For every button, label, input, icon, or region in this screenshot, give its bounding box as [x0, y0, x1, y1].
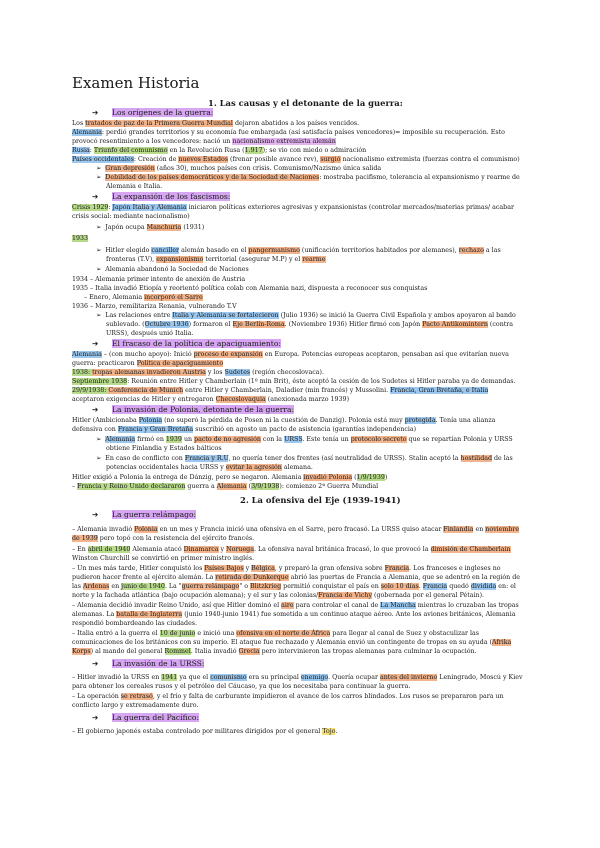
bullet-icon: ➢ — [96, 224, 102, 231]
text-line: de 1939 pero topó con la resistencia del ejército francés. — [72, 535, 255, 542]
arrow-icon: ➔ — [92, 405, 99, 414]
text-line: Alemania e Italia. — [106, 183, 163, 190]
text-line: Rusia: Triunfo del comunismo en la Revolución Rusa (1.917); se vio con miedo o admiración — [72, 147, 367, 154]
section-2-heading: 2. La ofensiva del Eje (1939-1941) — [240, 495, 401, 505]
text-line: fronteras (T.V), expansionismo territorial (asegurar M.P) y el rearme — [106, 256, 326, 263]
subheading-pacific: ➔ La guerra del Pacífico: — [92, 713, 200, 722]
text-line: las Ardenas en junio de 1940. La "guerra relámpago" o Blitzkrieg permitió conquistar el país en solo 10 días. Francia quedó dividida en: el — [72, 583, 516, 590]
text-line: respondió bombardeando las ciudades. — [72, 620, 198, 627]
subheading-origins: ➔ Los orígenes de la guerra: — [92, 108, 214, 117]
bullet-icon: ➢ — [96, 266, 102, 273]
bullet-item: ➢ Alemania abandonó la Sociedad de Naciones — [96, 266, 249, 273]
text-line: 1934 – Alemania primer intento de anexión de Austria — [72, 276, 246, 283]
text-line: potencias occidentales hacia URSS y evitar la agresión alemana. — [106, 464, 313, 471]
text-line: Alemania – (con mucho apoyo): Inició proceso de expansión en Europa. Potencias europeas aceptaron, pensaban así que evitarían nueva — [72, 351, 509, 358]
text-line: – Alemania decidió invadir Reino Unido, así que Hitler dominó el aire para controlar el canal de La Mancha mientras lo cruzaban las tropas — [72, 602, 519, 609]
bullet-item: ➢ Alemania firmó en 1939 un pacto de no agresión con la URSS. Este tenía un protocolo secreto que se repartían Polonia y URSS — [96, 436, 513, 443]
text-line: Septiembre 1938: Reunión entre Hitler y Chamberlain (1º min Brit), éste aceptó la cesión de los Sudetes si Hitler paraba ya de demandas. — [72, 378, 516, 385]
text-line: Winston Churchill se convirtió en primer ministro inglés. — [72, 555, 255, 562]
text-line: aceptaron exigencias de Hitler y entregaron Checoslovaquia (anexionada marzo 1939) — [72, 396, 350, 403]
text-line: – Italia entró a la guerra el 10 de junio e inició una ofensiva en el norte de África para llegar al canal de Suez y obstaculizar las — [72, 630, 480, 637]
bullet-icon: ➢ — [96, 174, 102, 181]
page-title: Examen Historia — [72, 74, 200, 92]
arrow-icon: ➔ — [92, 510, 99, 519]
text-line: – Hitler invadió la URSS en 1941 ya que el comunismo era su principal enemigo. Quería ocupar antes del invierno Leningrado, Moscú y Kiev — [72, 674, 523, 681]
text-line: alemanas. La batalla de Inglaterra (junio 1940-junio 1941) fue sometida a un continuo ataque aéreo. Ante los aviones británicos, Alemania — [72, 611, 516, 618]
text-line: conflicto largo y extremadamente duro. — [72, 702, 199, 709]
text-line: 1933 — [72, 235, 89, 242]
text-line: Hitler (Ambicionaba Polonia (no superó la pérdida de Posen ni la cuestión de Danzig). Polonia está muy protegida. Tenía una alianza — [72, 417, 496, 424]
text-line: comunicaciones de los británicos con su imperio. El ataque fue rechazado y Alemania envió un contingente de tropas en su ayuda (Afrika — [72, 639, 512, 646]
text-line: sublevado. (Octubre 1936) formaron el Eje Berlín-Roma. (Noviembre 1936) Hitler firmó con Japón Pacto Antikomintern (contra — [106, 321, 514, 328]
text-line: – Alemania invadió Polonia en un mes y Francia inició una ofensiva en el Sarre, pero fracasó. La URSS quiso atacar Finlandia en noviembre — [72, 526, 520, 533]
bullet-icon: ➢ — [96, 247, 102, 254]
text-line: Hitler exigió a Polonia la entrega de Dánzig, pero se negaron. Alemania invadió Polonia (1/9/1939) — [72, 474, 388, 481]
text-line: 1935 – Italia invadió Etiopía y reorientó política colab con Alemania nazi, dispuesta a reconocer sus conquistas — [72, 285, 428, 292]
text-line: guerra: practicaron Política de apaciguamiento — [72, 360, 224, 367]
text-line: provocó resentimiento a los vencedores: nació un nacionalismo extremista alemán — [72, 138, 336, 145]
text-line: Korps) al mando del general Rommel. Italia invadió Grecia pero intervinieron las tropas alemanas para culminar la ocupación. — [72, 648, 477, 655]
section-1-heading: 1. Las causas y el detonante de la guerra: — [208, 98, 403, 108]
text-line: defensiva con Francia y Gran Bretaña suscribió en agosto un pacto de asistencia (garantías independencia) — [72, 426, 417, 433]
bullet-item: ➢ Las relaciones entre Italia y Alemania se fortalecieron (Julio 1936) se inició la Guerra Civil Española y ambos apoyaron al bando — [96, 312, 516, 319]
arrow-icon: ➔ — [92, 713, 99, 722]
text-line: Alemania: perdió grandes territorios y su economía fue embargada (así satisfacía países vencedores)= imposible su recuperación. Esto — [72, 129, 505, 136]
subheading-appeasement: ➔ El fracaso de la política de apaciguamiento: — [92, 339, 281, 348]
bullet-icon: ➢ — [96, 436, 102, 443]
bullet-icon: ➢ — [96, 455, 102, 462]
text-line: para obtener los cereales rusos y el petróleo del Cáucaso, ya que los necesitaba para continuar la guerra. — [72, 683, 411, 690]
text-line: Crisis 1929: Japón Italia y Alemania iniciaron políticas exteriores agresivas y expansionistas (controlar mercados/materias primas/ acabar — [72, 204, 514, 211]
bullet-item: ➢ Debilidad de los países democráticos y de la Sociedad de Naciones: mostraba pacifismo, tolerancia al expansionismo y rearme de — [96, 174, 520, 181]
subheading-urss: ➔ La invasión de la URSS: — [92, 659, 205, 668]
text-line: – En abril de 1940 Alemania atacó Dinamarca y Noruega. La ofensiva naval británica fracasó, lo que provocó la dimisión de Chamberlain — [72, 546, 511, 553]
bullet-item: ➢ Hitler elegido canciller alemán basado en el pangermanismo (unificación territorios habitados por alemanes), rechazo a las — [96, 247, 501, 254]
text-line: Países occidentales: Creación de nuevos Estados (frenar posible avance rev), surgió nacionalismo extremista (fuerzas contra el comunismo) — [72, 156, 520, 163]
text-line: URSS), después unió Italia. — [106, 330, 194, 337]
text-line: 1938: tropas alemanas invadieron Austria y los Sudetes (región checoslovaca). — [72, 369, 324, 376]
subheading-fascism: ➔ La expansión de los fascismos: — [92, 192, 231, 201]
text-line: 29/9/1938: Conferencia de Munich entre Hitler y Chamberlain, Daladier (min francés) y Mussolini. Francia, Gran Bretaña, e Italia — [72, 387, 489, 394]
bullet-item: ➢ En caso de conflicto con Francia y R.U, no quería tener dos frentes (así neutralidad de URSS). Stalin aceptó la hostilidad de las — [96, 455, 513, 462]
bullet-item: ➢ Gran depresión (años 30), muchos países con crisis. Comunismo/Nazismo única salida — [96, 165, 382, 172]
text-line: – La operación se retrasó, y el frío y falta de carburante impidieron el avance de los carros blindados. Los rusos se prepararon para un — [72, 693, 504, 700]
arrow-icon: ➔ — [92, 108, 99, 117]
arrow-icon: ➔ — [92, 659, 99, 668]
text-line: – El gobierno japonés estaba controlado por militares dirigidos por el general Tojo. — [72, 728, 338, 735]
text-line: 1936 – Marzo, remilitariza Renania, vulnerando T.V — [72, 303, 237, 310]
subheading-poland: ➔ La invasión de Polonia, detonante de la guerra: — [92, 405, 295, 414]
subheading-blitzkrieg: ➔ La guerra relámpago: — [92, 510, 197, 519]
text-line: – Un mes más tarde, Hitler conquistó los Países Bajos y Bélgica, y preparó la gran ofensiva sobre Francia. Los franceses e ingleses no — [72, 565, 501, 572]
text-line: – Francia y Reino Unido declararon guerra a Alemania (3/9/1938): comienzo 2ª Guerra Mundial — [72, 483, 379, 490]
text-line: Los tratados de paz de la Primera Guerra Mundial dejaron abatidos a los países vencidos. — [72, 120, 360, 127]
text-line: crisis social: mediante nacionalismo) — [72, 213, 190, 220]
bullet-icon: ➢ — [96, 165, 102, 172]
text-line: obtiene Finlandia y Estados bálticos — [106, 445, 222, 452]
text-line: – Enero, Alemania incorporó el Sarre — [84, 294, 203, 301]
arrow-icon: ➔ — [92, 192, 99, 201]
text-line: norte y la fachada atlántica (bajo ocupación alemana); y el sur y las colonias/Francia de Vichy (gobernada por el general Pétain). — [72, 592, 485, 599]
arrow-icon: ➔ — [92, 339, 99, 348]
text-line: pudieron hacer frente al ejército alemán. La retirada de Dunkerque abrió las puertas de Francia a Alemania, que se adentró en la región de — [72, 574, 520, 581]
bullet-icon: ➢ — [96, 312, 102, 319]
bullet-item: ➢ Japón ocupa Manchuria (1931) — [96, 224, 205, 231]
